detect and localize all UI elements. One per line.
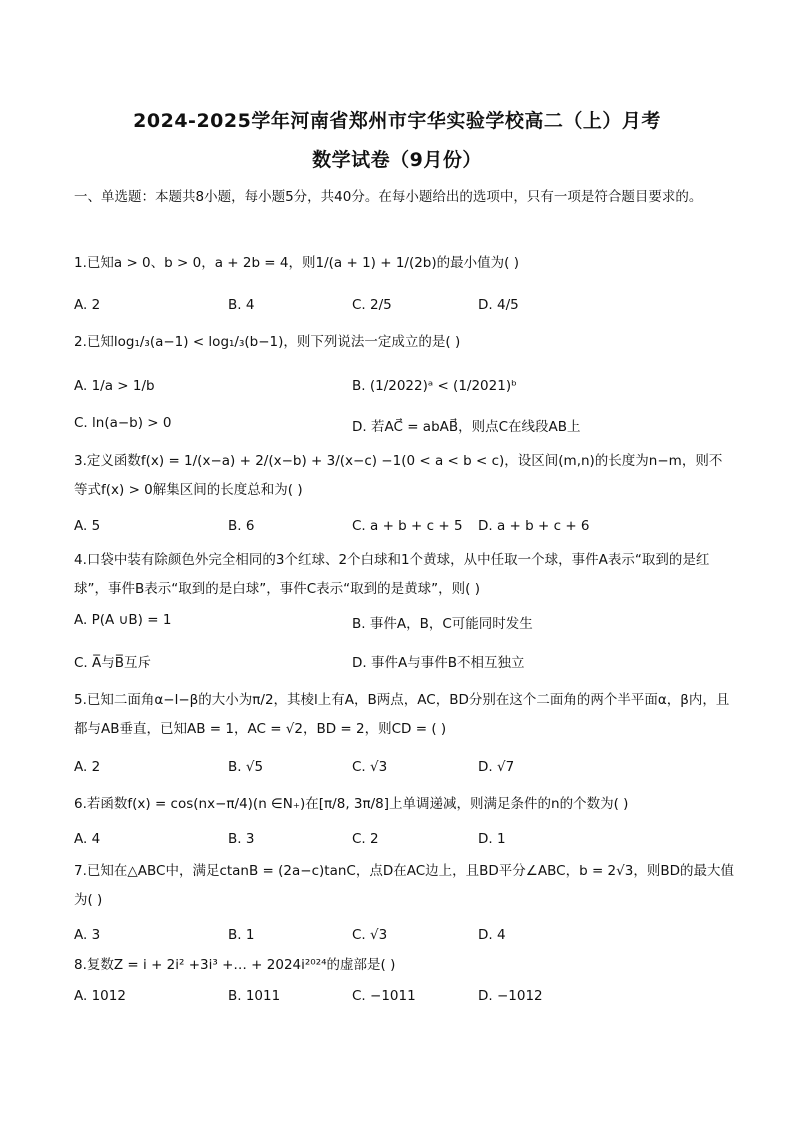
option-b: B. √5	[228, 759, 264, 775]
options-6	[74, 831, 734, 855]
options-7	[74, 927, 734, 951]
question-4: 4.口袋中装有除颜色外完全相同的3个红球、2个白球和1个黄球，从中任取一个球，事件A表示“取到的是红球”，事件B表示“取到的是白球”，事件C表示“取到的是黄球”，则( )	[74, 552, 710, 597]
options-2b	[74, 415, 734, 439]
option-d: D. 事件A与事件B不相互独立	[352, 655, 525, 671]
option-c: C. 2	[352, 831, 379, 847]
options-4a	[74, 612, 734, 636]
question-8: 8.复数Z = i + 2i² +3i³ +… + 2024i²⁰²⁴的虚部是( )	[74, 957, 396, 973]
options-2a	[74, 378, 734, 402]
question-5: 5.已知二面角α−l−β的大小为π/2，其棱l上有A，B两点，AC，BD分别在这个二面角的两个半平面α，β内，且都与AB垂直，已知AB = 1，AC = √2，BD = 2，则CD = ( )	[74, 692, 730, 737]
option-a: A. 4	[74, 831, 101, 847]
question-1: 1.已知a > 0、b > 0，a + 2b = 4，则1/(a + 1) + 1/(2b)的最小值为( )	[74, 255, 519, 271]
option-a: A. 3	[74, 927, 101, 943]
option-b: B. 1	[228, 927, 255, 943]
option-a: A. 1012	[74, 988, 126, 1004]
question-6: 6.若函数f(x) = cos(nx−π/4)(n ∈N₊)在[π/8, 3π/8]上单调递减，则满足条件的n的个数为( )	[74, 796, 629, 812]
option-a: A. 2	[74, 759, 101, 775]
option-c: C. 2/5	[352, 297, 392, 313]
option-b: B. 3	[228, 831, 255, 847]
option-b: B. 事件A，B，C可能同时发生	[352, 616, 533, 632]
exam-title: 2024-2025学年河南省郑州市宇华实验学校高二（上）月考	[133, 110, 661, 132]
section-heading: 一、单选题：本题共8小题，每小题5分，共40分。在每小题给出的选项中，只有一项是符合题目要求的。	[74, 189, 703, 205]
option-c: C. A̅与B̅互斥	[74, 655, 152, 671]
option-a: A. 2	[74, 297, 101, 313]
option-c: C. √3	[352, 927, 388, 943]
option-b: B. (1/2022)ᵃ < (1/2021)ᵇ	[352, 378, 517, 394]
option-d: D. √7	[478, 759, 515, 775]
option-d: D. a + b + c + 6	[478, 518, 590, 534]
option-a: A. 1/a > 1/b	[74, 378, 155, 394]
options-1	[74, 297, 734, 321]
option-b: B. 6	[228, 518, 255, 534]
option-c: C. −1011	[352, 988, 416, 1004]
question-3: 3.定义函数f(x) = 1/(x−a) + 2/(x−b) + 3/(x−c) −1(0 < a < b < c)，设区间(m,n)的长度为n−m，则不等式f(x) > 0解集区间的长度总和为( )	[74, 453, 723, 498]
option-d: D. 若AC⃗ = abAB⃗，则点C在线段AB上	[352, 419, 581, 435]
option-d: D. 4/5	[478, 297, 519, 313]
question-7: 7.已知在△ABC中，满足ctanB = (2a−c)tanC，点D在AC边上，且BD平分∠ABC，b = 2√3，则BD的最大值为( )	[74, 863, 734, 908]
options-3	[74, 518, 734, 542]
option-c: C. ln(a−b) > 0	[74, 415, 172, 431]
option-d: D. 1	[478, 831, 506, 847]
option-d: D. −1012	[478, 988, 543, 1004]
option-a: A. P(A ∪B) = 1	[74, 612, 172, 628]
exam-subtitle: 数学试卷（9月份）	[312, 149, 482, 171]
question-2: 2.已知log₁/₃(a−1) < log₁/₃(b−1)，则下列说法一定成立的是( )	[74, 334, 461, 350]
option-c: C. √3	[352, 759, 388, 775]
options-8	[74, 988, 734, 1012]
options-5	[74, 759, 734, 783]
option-c: C. a + b + c + 5	[352, 518, 463, 534]
option-a: A. 5	[74, 518, 101, 534]
option-b: B. 1011	[228, 988, 281, 1004]
options-4b	[74, 651, 734, 675]
option-d: D. 4	[478, 927, 506, 943]
option-b: B. 4	[228, 297, 255, 313]
